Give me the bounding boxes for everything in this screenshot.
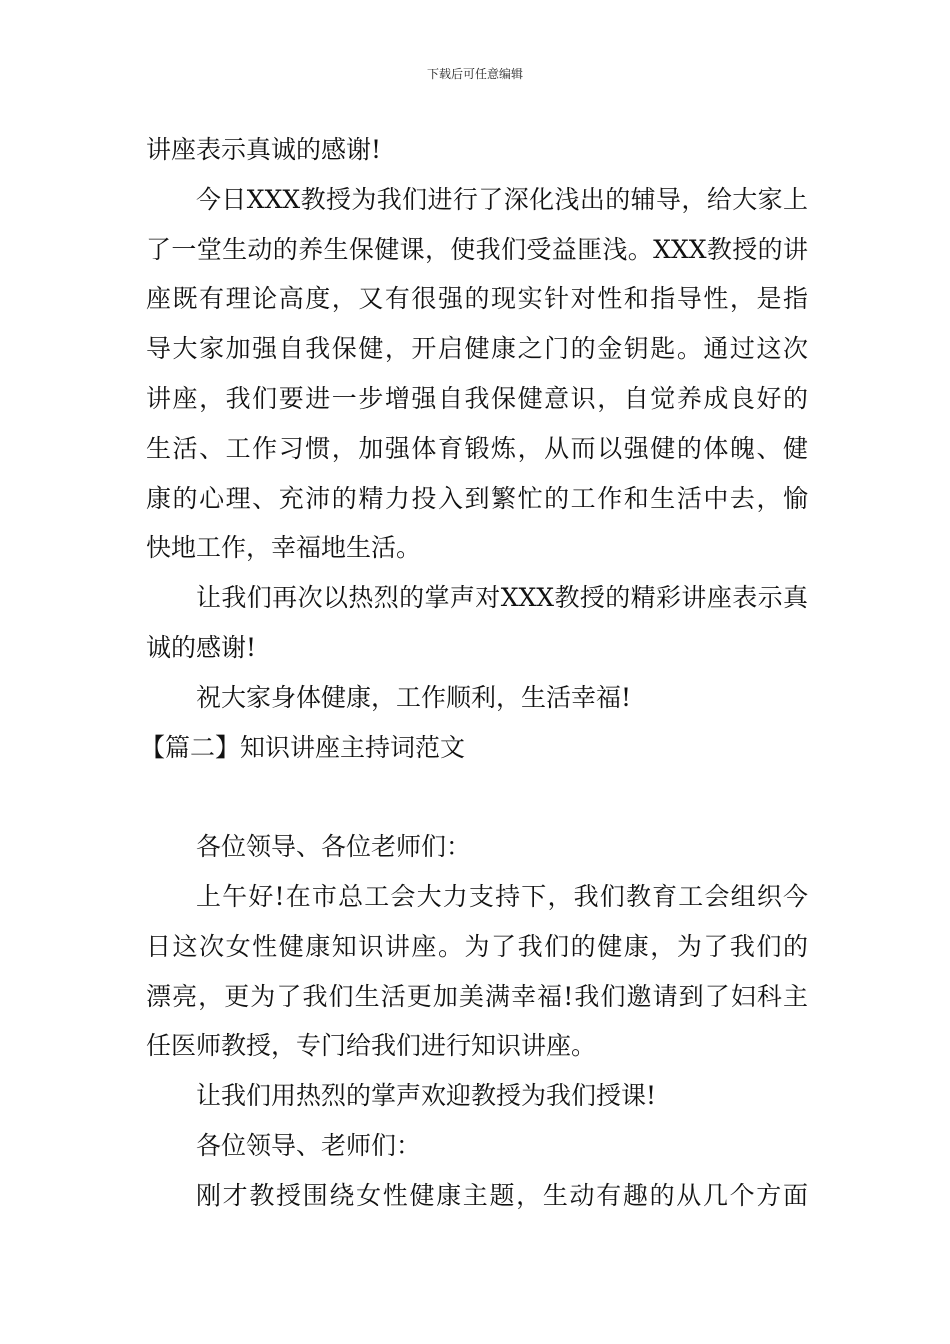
paragraph-line: 快地工作，幸福地生活。 <box>146 533 422 563</box>
paragraph-line: 任医师教授，专门给我们进行知识讲座。 <box>146 1031 597 1061</box>
section-heading: 【篇二】知识讲座主持词范文 <box>140 732 466 762</box>
paragraph-line: 生活、工作习惯，加强体育锻炼，从而以强健的体魄、健 <box>146 433 808 463</box>
paragraph-line: 讲座表示真诚的感谢! <box>146 135 382 164</box>
paragraph-line: 让我们用热烈的掌声欢迎教授为我们授课! <box>196 1081 657 1111</box>
paragraph-line: 各位领导、老师们： <box>196 1130 422 1160</box>
paragraph-line: 上午好!在市总工会大力支持下，我们教育工会组织今 <box>196 881 808 911</box>
paragraph-line: 刚才教授围绕女性健康主题，生动有趣的从几个方面 <box>196 1180 808 1210</box>
paragraph-line: 漂亮，更为了我们生活更加美满幸福!我们邀请到了妇科主 <box>146 981 808 1011</box>
page-header: 下载后可任意编辑 <box>426 67 523 81</box>
paragraph-line: 康的心理、充沛的精力投入到繁忙的工作和生活中去，愉 <box>146 483 808 513</box>
paragraph-line: 祝大家身体健康，工作顺利，生活幸福! <box>196 682 632 712</box>
paragraph-line: 导大家加强自我保健，开启健康之门的金钥匙。通过这次 <box>146 334 808 364</box>
document-body <box>140 125 808 1221</box>
paragraph-line: 讲座，我们要进一步增强自我保健意识，自觉养成良好的 <box>146 383 808 413</box>
blank-line <box>146 772 808 822</box>
paragraph-line: 让我们再次以热烈的掌声对XXX教授的精彩讲座表示真 <box>196 583 808 613</box>
paragraph-line: 了一堂生动的养生保健课，使我们受益匪浅。XXX教授的讲 <box>146 234 808 264</box>
paragraph-line: 座既有理论高度，又有很强的现实针对性和指导性，是指 <box>146 284 808 314</box>
paragraph-line: 诚的感谢! <box>146 632 257 662</box>
paragraph-line: 今日XXX教授为我们进行了深化浅出的辅导，给大家上 <box>196 184 808 214</box>
paragraph-line: 日这次女性健康知识讲座。为了我们的健康，为了我们的 <box>146 931 808 961</box>
paragraph-line: 各位领导、各位老师们： <box>196 832 472 862</box>
